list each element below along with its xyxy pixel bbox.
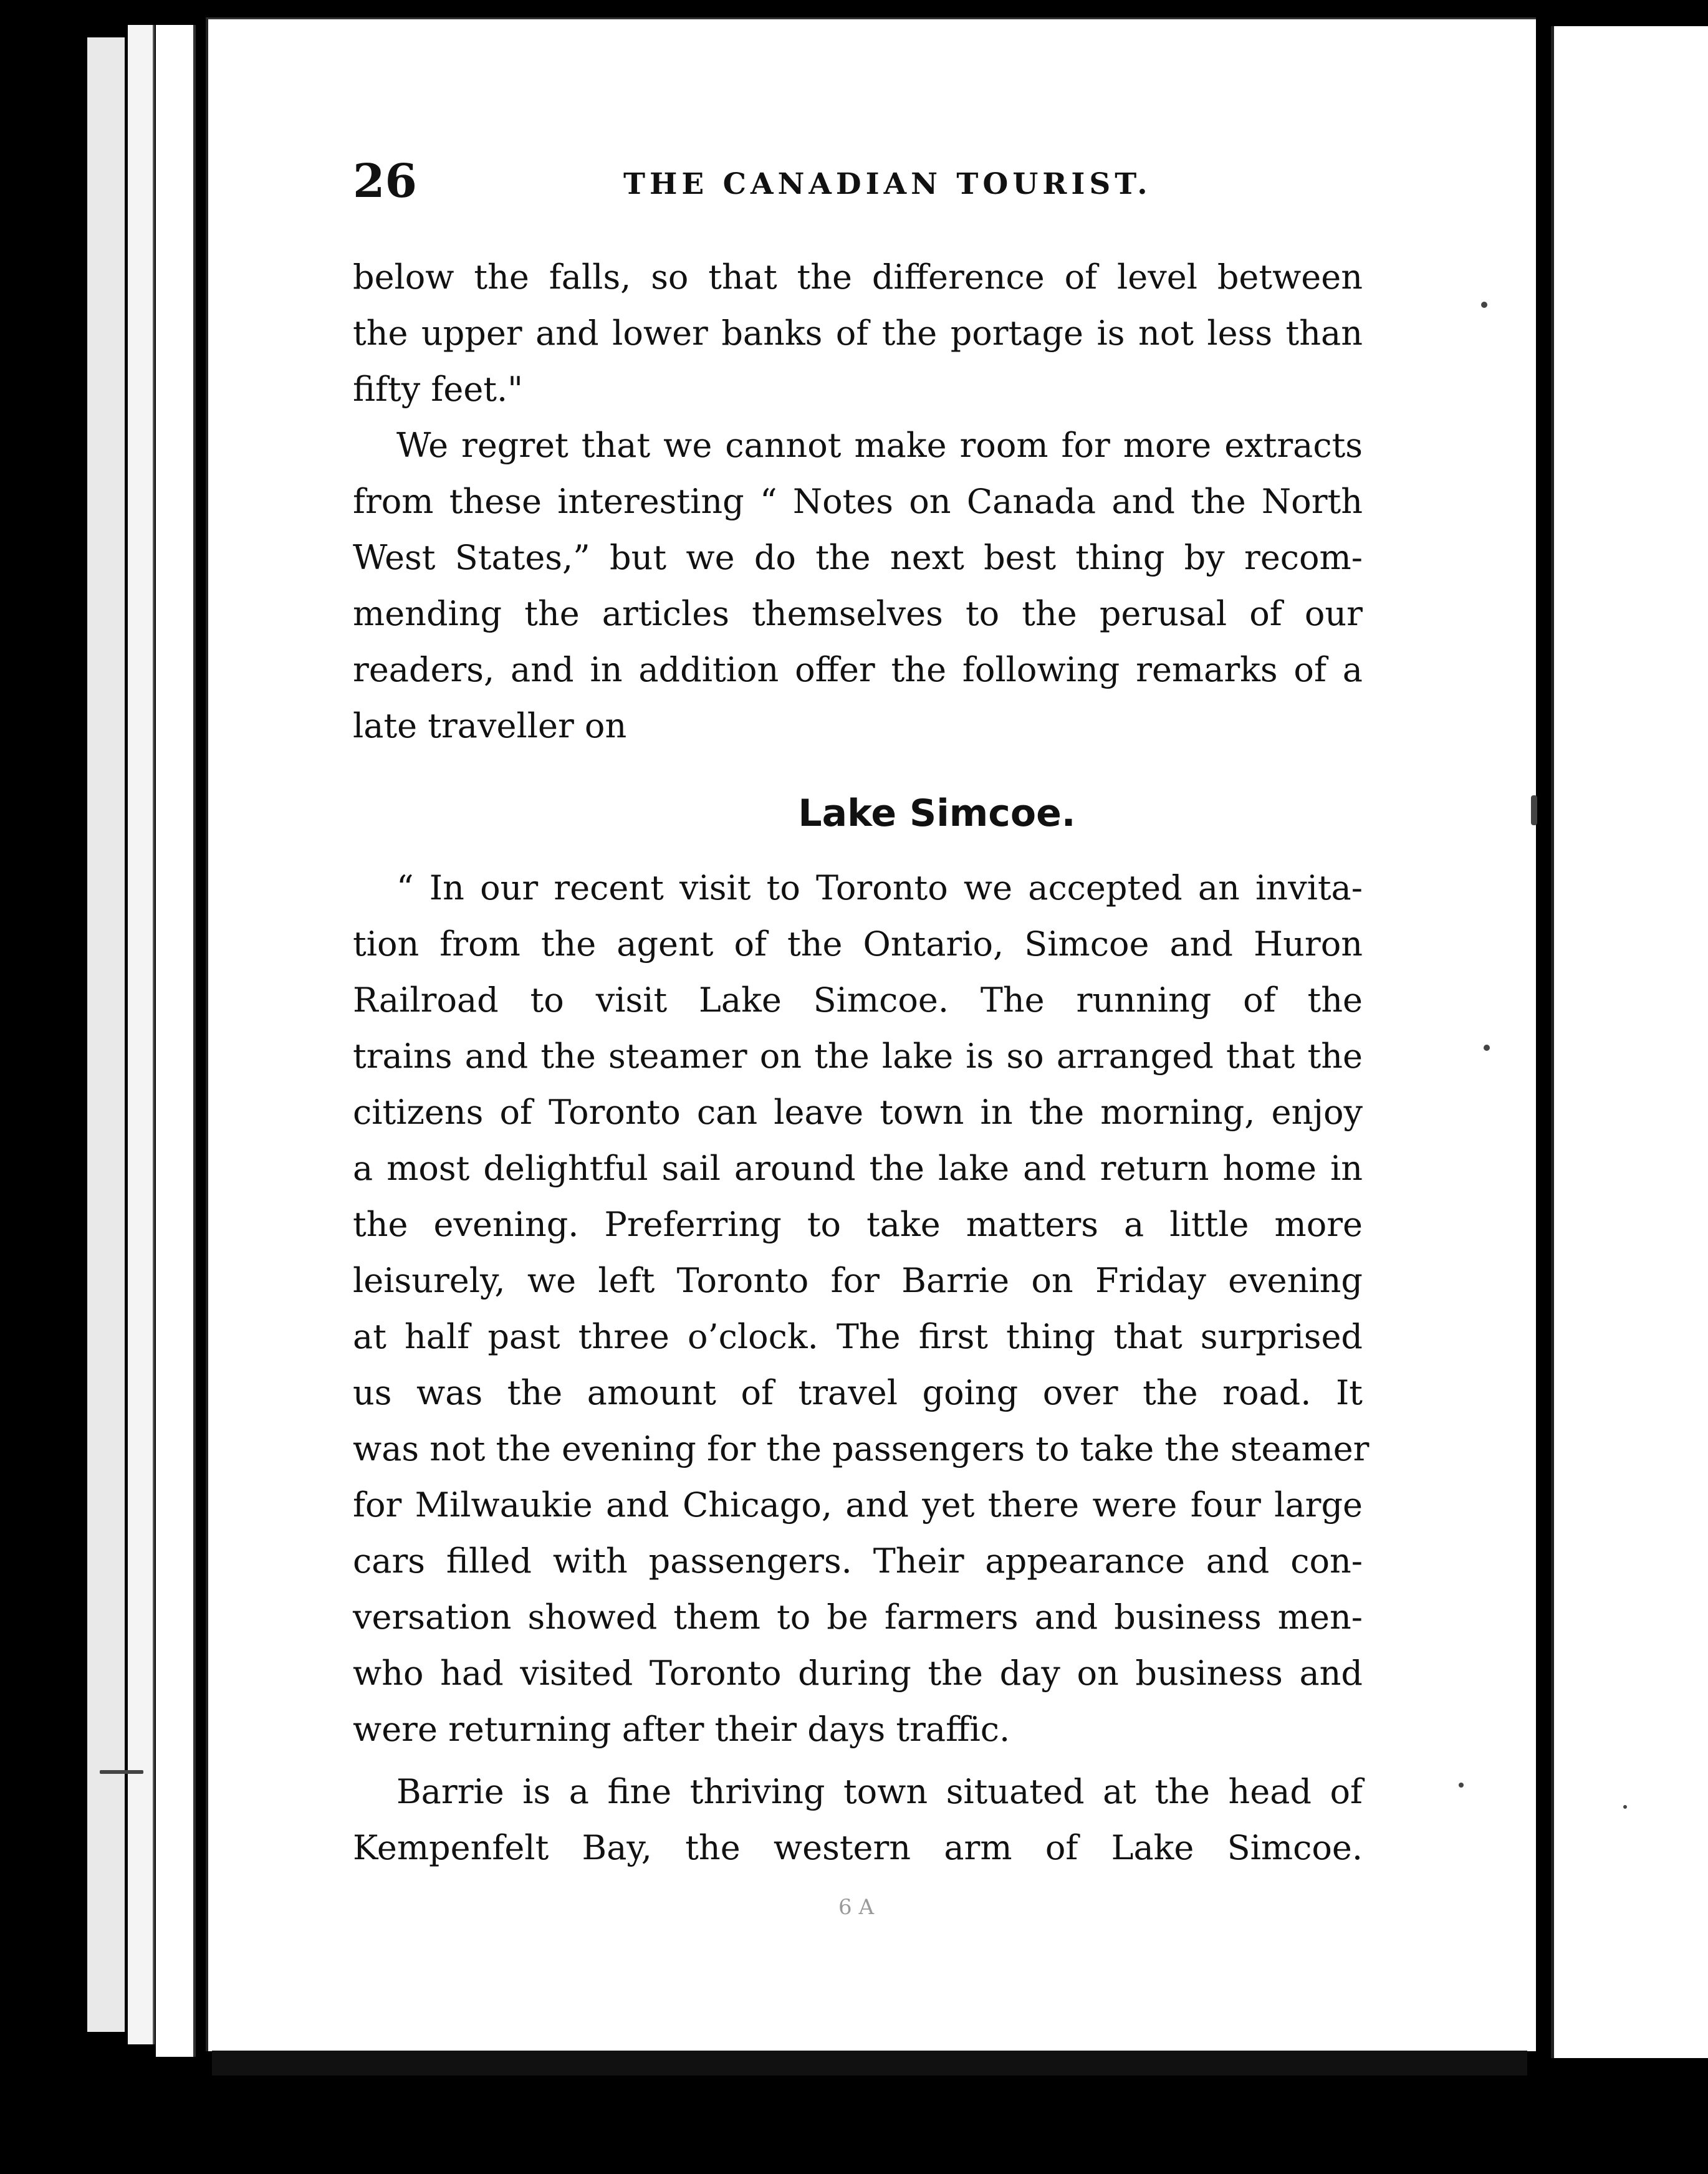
ink-speck	[100, 1770, 143, 1774]
paragraph-continued	[353, 249, 1363, 418]
page-edge	[87, 37, 125, 2032]
ink-speck	[1481, 302, 1487, 308]
ink-speck	[1623, 1805, 1627, 1809]
ink-speck	[1484, 1045, 1490, 1051]
text-line: were returning after their days traffic.	[353, 1710, 1010, 1749]
text-line: the evening. Preferring to take matters a little more	[353, 1205, 1363, 1244]
text-line: versation showed them to be farmers and business men-	[353, 1597, 1363, 1637]
page-edge	[128, 25, 155, 2044]
text-line: below the falls, so that the difference of level between	[353, 257, 1363, 297]
text-line: fifty feet."	[353, 370, 523, 409]
text-line: trains and the steamer on the lake is so arranged that the	[353, 1037, 1363, 1076]
text-line: tion from the agent of the Ontario, Simcoe and Huron	[353, 924, 1363, 964]
text-line: late traveller on	[353, 706, 627, 745]
paragraph-lake-simcoe	[353, 860, 1370, 1758]
text-line: us was the amount of travel going over the road. It	[353, 1373, 1363, 1412]
facing-page-edge	[1551, 26, 1708, 2058]
text-line: at half past three o’clock. The first thing that surprised	[353, 1317, 1363, 1356]
paragraph-extracts	[353, 418, 1363, 754]
text-line: We regret that we cannot make room for more extracts	[396, 426, 1363, 465]
text-line: was not the evening for the passengers to take the steamer	[353, 1429, 1370, 1468]
section-heading: Lake Simcoe.	[798, 792, 1076, 835]
ink-speck	[1531, 795, 1537, 825]
text-line: readers, and in addition offer the following remarks of a	[353, 650, 1363, 689]
page-edge	[156, 25, 196, 2057]
printer-signature-mark: 6 A	[838, 1895, 874, 1920]
text-line: Railroad to visit Lake Simcoe. The running of the	[353, 980, 1363, 1020]
text-line: Barrie is a fine thriving town situated at the head of	[396, 1772, 1363, 1811]
ink-speck	[1459, 1783, 1464, 1788]
text-line: for Milwaukie and Chicago, and yet there were four large	[353, 1485, 1363, 1525]
page-bottom-shadow	[212, 2051, 1527, 2076]
text-line: Kempenfelt Bay, the western arm of Lake Simcoe.	[353, 1828, 1363, 1867]
page-number: 26	[353, 155, 417, 208]
text-line: a most delightful sail around the lake and return home in	[353, 1149, 1363, 1188]
text-line: the upper and lower banks of the portage is not less than	[353, 314, 1363, 353]
running-head: THE CANADIAN TOURIST.	[623, 167, 1152, 201]
text-line: who had visited Toronto during the day on business and	[353, 1654, 1363, 1693]
text-line: “ In our recent visit to Toronto we accepted an invita-	[396, 868, 1363, 907]
text-line: cars filled with passengers. Their appearance and con-	[353, 1541, 1363, 1581]
text-line: from these interesting “ Notes on Canada and the North	[353, 482, 1363, 521]
text-line: West States,” but we do the next best thing by recom-	[353, 538, 1363, 577]
text-line: citizens of Toronto can leave town in the morning, enjoy	[353, 1093, 1363, 1132]
text-line: mending the articles themselves to the perusal of our	[353, 594, 1363, 633]
text-line: leisurely, we left Toronto for Barrie on Friday evening	[353, 1261, 1363, 1300]
paragraph-barrie	[353, 1764, 1363, 1876]
